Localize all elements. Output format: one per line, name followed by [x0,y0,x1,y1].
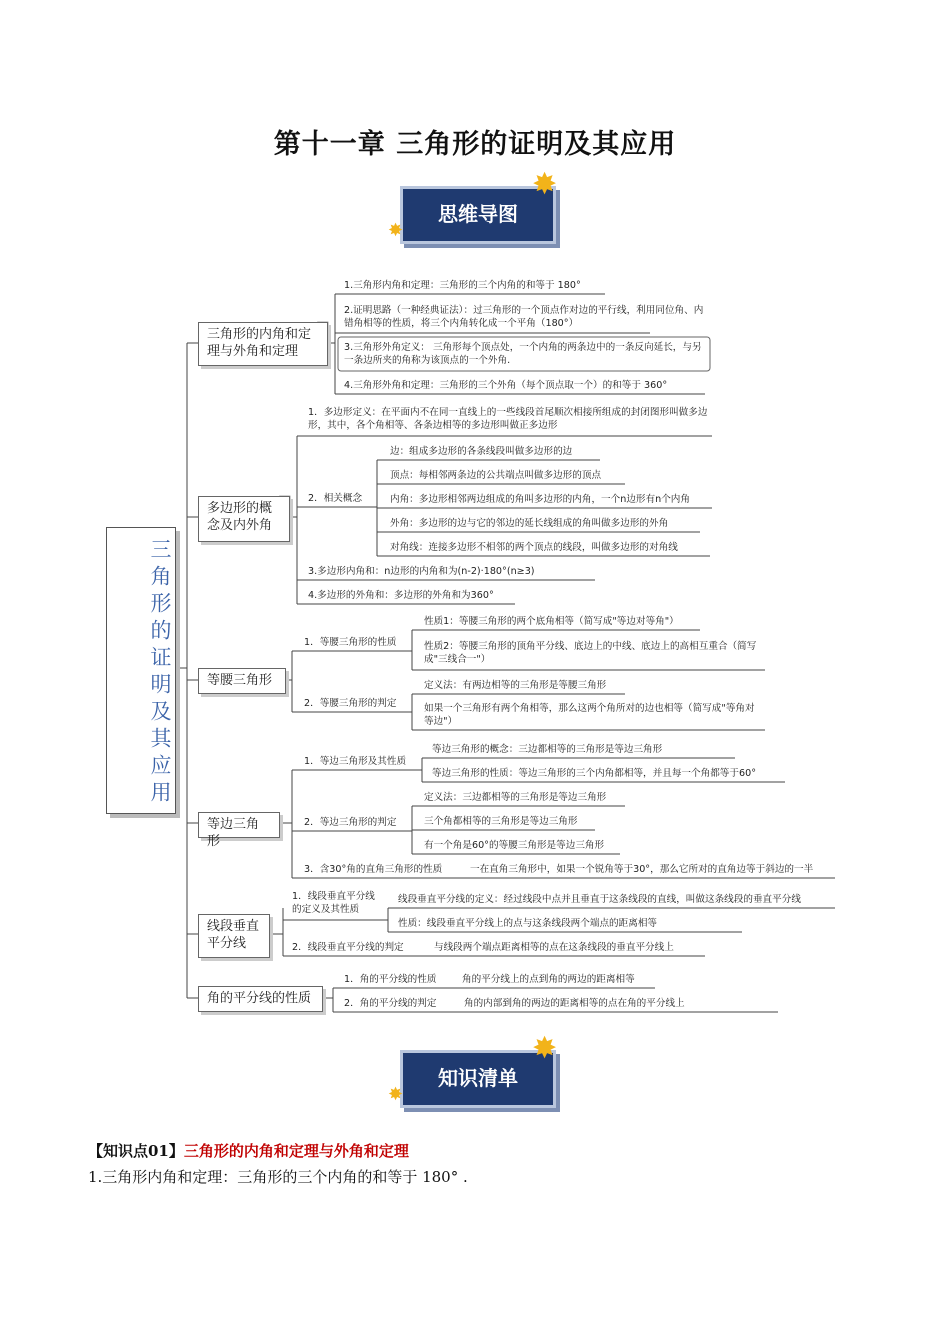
b3-p2b: 如果一个三角形有两个角相等，那么这两个角所对的边也相等（简写成"等角对等边"） [424,703,755,727]
b4-p1a: 等边三角形的概念：三边都相等的三角形是等边三角形 [432,744,663,755]
branch-label: 等腰三角形 [207,673,273,688]
b3-p1: 1．等腰三角形的性质 [304,637,397,648]
b2-sub-3: 内角：多边形相邻两边组成的角叫多边形的内角，一个n边形有n个内角 [390,494,690,505]
b6-p2a: 角的内部到角的两边的距离相等的点在角的平分线上 [464,998,685,1009]
b2-sub-4: 外角：多边形的边与它的邻边的延长线组成的角叫做多边形的外角 [390,518,669,529]
section-body: 1.三角形内角和定理：三角形的三个内角的和等于 180° . [88,1168,468,1186]
section-title: 三角形的内角和定理与外角和定理 [183,1142,409,1160]
b4-p2: 2．等边三角形的判定 [304,817,397,828]
branch-label: 等边三角形 [207,817,260,849]
mindmap-banner: 思维导图 [400,186,556,244]
b1-item-3: 3.三角形外角定义： 三角形每个顶点处，一个内角的两条边中的一条反向延长，与另一条边所夹的角称为该顶点的一个外角. [344,342,702,366]
b2-item-2: 2．相关概念 [308,493,363,504]
branch-perpendicular-bisector [198,914,270,958]
b2-item-3: 3.多边形内角和：n边形的内角和为(n-2)·180°(n≥3) [308,566,535,577]
b3-p2a: 定义法：有两边相等的三角形是等腰三角形 [424,680,607,691]
b1-item-2: 2.证明思路（一种经典证法）：过三角形的一个顶点作对边的平行线，利用同位角、内错角相等的性质，将三个内角转化成一个平角（180°） [344,305,704,329]
mindmap-root [106,527,176,814]
b5-p2a: 与线段两个端点距离相等的点在这条线段的垂直平分线上 [434,942,674,953]
star-icon: ✸ [388,220,404,241]
b4-p3: 3．含30°角的直角三角形的性质 [304,864,443,875]
root-label: 三角形的证明及其应用 [148,538,172,808]
b4-p2c: 有一个角是60°的等腰三角形是等边三角形 [424,840,605,851]
b6-p1a: 角的平分线上的点到角的两边的距离相等 [462,974,635,985]
knowledge-list-banner: 知识清单 [400,1050,556,1108]
page-title: 第十一章 三角形的证明及其应用 [273,129,677,160]
b3-p1b: 性质2：等腰三角形的顶角平分线、底边上的中线、底边上的高相互重合（简写成"三线合一"） [424,641,757,665]
b2-sub-1: 边：组成多边形的各条线段叫做多边形的边 [390,446,573,457]
branch-label: 多边形的概念及内外角 [207,501,273,533]
star-icon: ✸ [532,167,558,202]
b6-p2: 2．角的平分线的判定 [344,998,437,1009]
b1-item-1: 1.三角形内角和定理：三角形的三个内角的和等于 180° [344,280,581,291]
b4-p1: 1．等边三角形及其性质 [304,756,407,767]
b4-p2a: 定义法：三边都相等的三角形是等边三角形 [424,792,607,803]
b4-p2b: 三个角都相等的三角形是等边三角形 [424,816,578,827]
b3-p2: 2．等腰三角形的判定 [304,698,397,709]
branch-angle-sum [198,322,328,366]
b1-item-4: 4.三角形外角和定理：三角形的三个外角（每个顶点取一个）的和等于 360° [344,380,668,391]
star-icon: ✸ [532,1031,558,1066]
branch-label: 三角形的内角和定理与外角和定理 [207,327,312,359]
b2-sub-5: 对角线：连接多边形不相邻的两个顶点的线段，叫做多边形的对角线 [390,542,678,553]
branch-label: 角的平分线的性质 [207,991,312,1006]
b2-item-1: 1．多边形定义：在平面内不在同一直线上的一些线段首尾顺次相接所组成的封闭图形叫做多边形，其中，各个角相等、各条边相等的多边形叫做正多边形 [308,407,708,431]
b4-p3a: 一在直角三角形中，如果一个锐角等于30°，那么它所对的直角边等于斜边的一半 [470,864,814,875]
branch-angle-bisector [198,986,323,1012]
b3-p1a: 性质1：等腰三角形的两个底角相等（简写成"等边对等角"） [424,616,679,627]
b5-p1: 1．线段垂直平分线的定义及其性质 [292,891,375,915]
b2-item-4: 4.多边形的外角和：多边形的外角和为360° [308,590,494,601]
section-tag: 【知识点01】 [88,1142,184,1160]
branch-label: 线段垂直平分线 [207,919,260,951]
b6-p1: 1．角的平分线的性质 [344,974,437,985]
star-icon: ✸ [388,1084,404,1105]
b5-p2: 2．线段垂直平分线的判定 [292,942,404,953]
b2-sub-2: 顶点：每相邻两条边的公共端点叫做多边形的顶点 [390,470,602,481]
b5-p1a: 线段垂直平分线的定义：经过线段中点并且垂直于这条线段的直线，叫做这条线段的垂直平分线 [398,894,801,905]
b5-p1b: 性质：线段垂直平分线上的点与这条线段两个端点的距离相等 [398,918,658,929]
b4-p1b: 等边三角形的性质：等边三角形的三个内角都相等，并且每一个角都等于60° [432,768,757,779]
branch-polygon [198,496,290,542]
branch-isosceles [198,668,286,694]
section-heading [88,1140,409,1161]
branch-equilateral [198,812,280,849]
